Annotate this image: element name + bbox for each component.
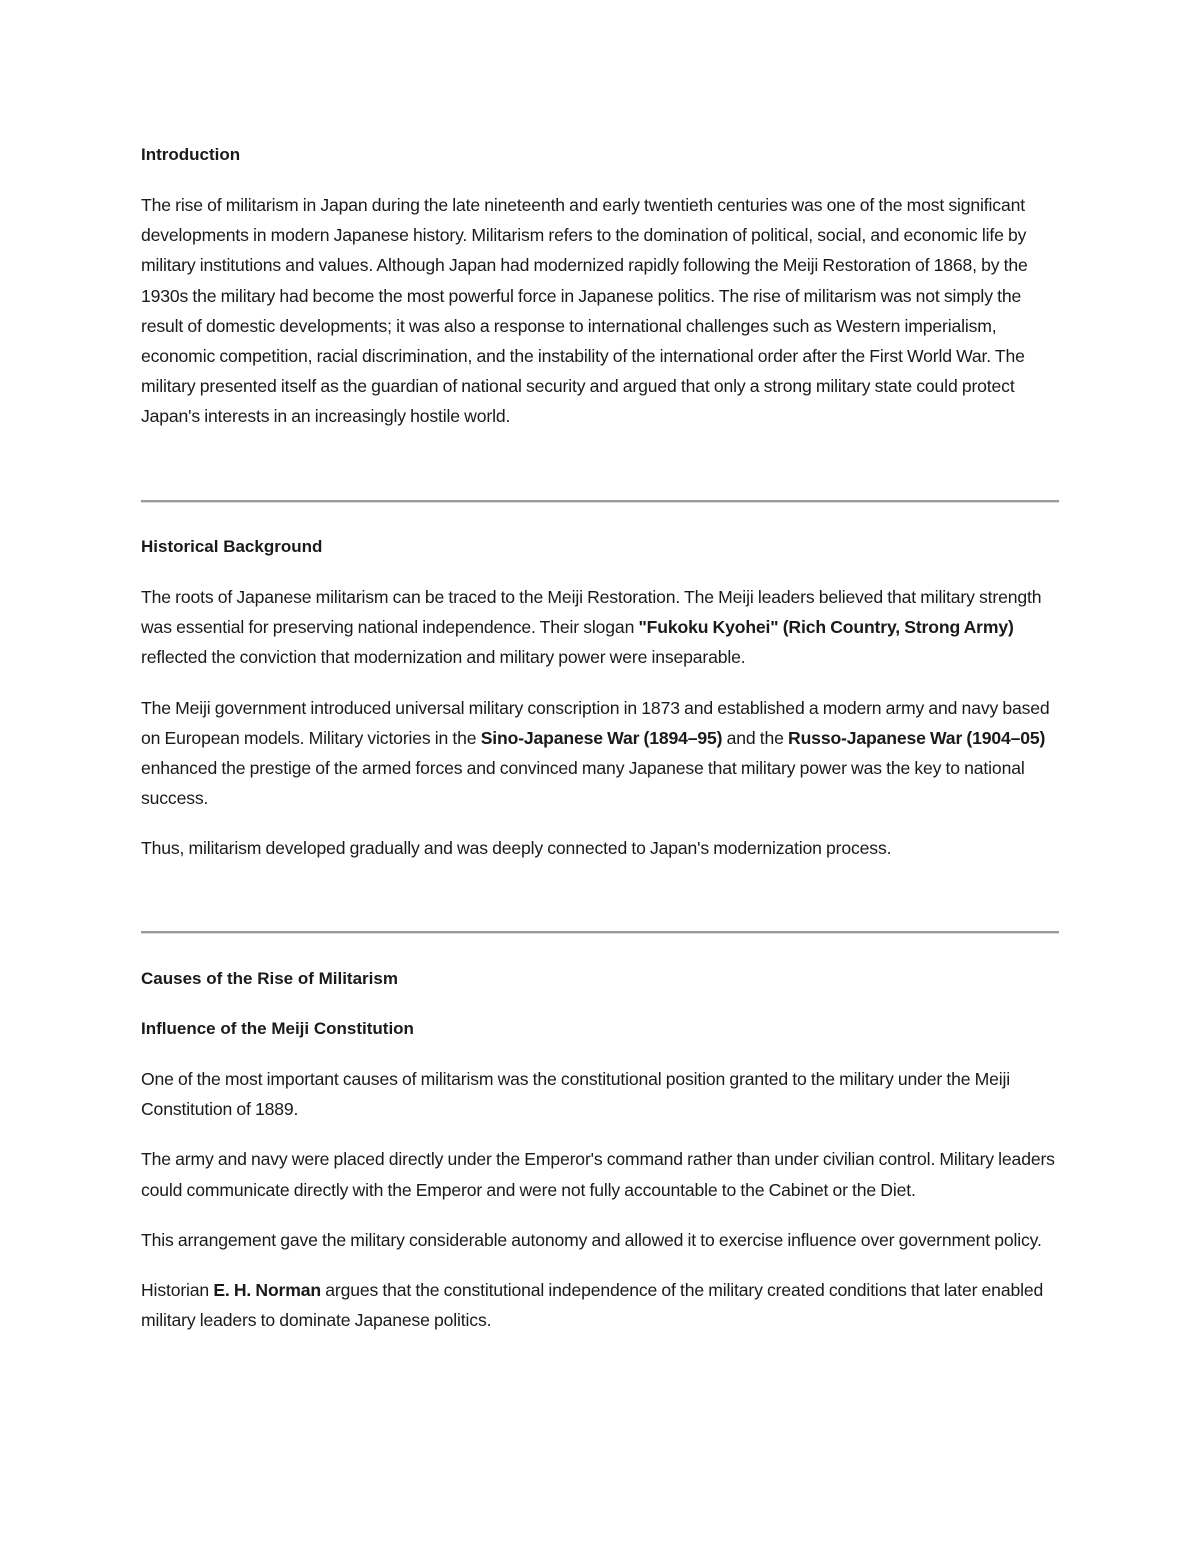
section-causes	[141, 964, 1061, 1355]
paragraph	[141, 582, 1061, 673]
paragraph	[141, 1275, 1061, 1335]
paragraph: This arrangement gave the military considerable autonomy and allowed it to exercise influence over government policy.	[141, 1229, 1042, 1250]
bold-text: Russo-Japanese War (1904–05)	[788, 727, 1046, 748]
text-run: The Meiji government introduced universal military conscription in 1873 and established a modern army and navy based on European models. Military victories in the	[141, 697, 1050, 748]
bold-text: E. H. Norman	[213, 1280, 321, 1301]
bold-text: Sino-Japanese War (1894–95)	[480, 727, 723, 748]
subsection-heading: Influence of the Meiji Constitution	[141, 1019, 414, 1038]
text-run: and the	[722, 727, 789, 748]
section-introduction	[141, 140, 1061, 452]
text-run: The roots of Japanese militarism can be traced to the Meiji Restoration. The Meiji leaders believed that military strength was essential for preserving national independence. Their slogan	[141, 587, 1042, 638]
text-run: reflected the conviction that modernization and military power were inseparable.	[141, 647, 746, 668]
section-heading: Causes of the Rise of Militarism	[141, 969, 398, 988]
bold-text: "Fukoku Kyohei" (Rich Country, Strong Army)	[638, 617, 1014, 638]
horizontal-rule	[141, 500, 1059, 503]
paragraph: The rise of militarism in Japan during the late nineteenth and early twentieth centuries was one of the most significant developments in modern Japanese history. Militarism refers to the domination of political, social, and economic life by military institutions and values. Although Japan had modernized rapidly following the Meiji Restoration of 1868, by the 1930s the military had become the most powerful force in Japanese politics. The rise of militarism was not simply the result of domestic developments; it was also a response to international challenges such as Western imperialism, economic competition, racial discrimination, and the instability of the international order after the First World War. The military presented itself as the guardian of national security and argued that only a strong military state could protect Japan's interests in an increasingly hostile world.	[141, 195, 1028, 427]
paragraph: The army and navy were placed directly under the Emperor's command rather than under civilian control. Military leaders could communicate directly with the Emperor and were not fully accountable to the Cabinet or the Diet.	[141, 1149, 1055, 1200]
horizontal-rule	[141, 931, 1059, 934]
text-run: Historian	[141, 1280, 214, 1301]
paragraph: Thus, militarism developed gradually and was deeply connected to Japan's modernization process.	[141, 838, 892, 859]
section-historical-background	[141, 532, 1061, 884]
section-heading: Introduction	[141, 145, 241, 164]
paragraph: One of the most important causes of militarism was the constitutional position granted to the military under the Meiji Constitution of 1889.	[141, 1069, 1011, 1120]
text-run: enhanced the prestige of the armed forces and convinced many Japanese that military power was the key to national success.	[141, 758, 1025, 809]
paragraph	[141, 693, 1061, 814]
section-heading: Historical Background	[141, 537, 323, 556]
text-run: argues that the constitutional independence of the military created conditions that later enabled military leaders to dominate Japanese politics.	[141, 1280, 1044, 1331]
